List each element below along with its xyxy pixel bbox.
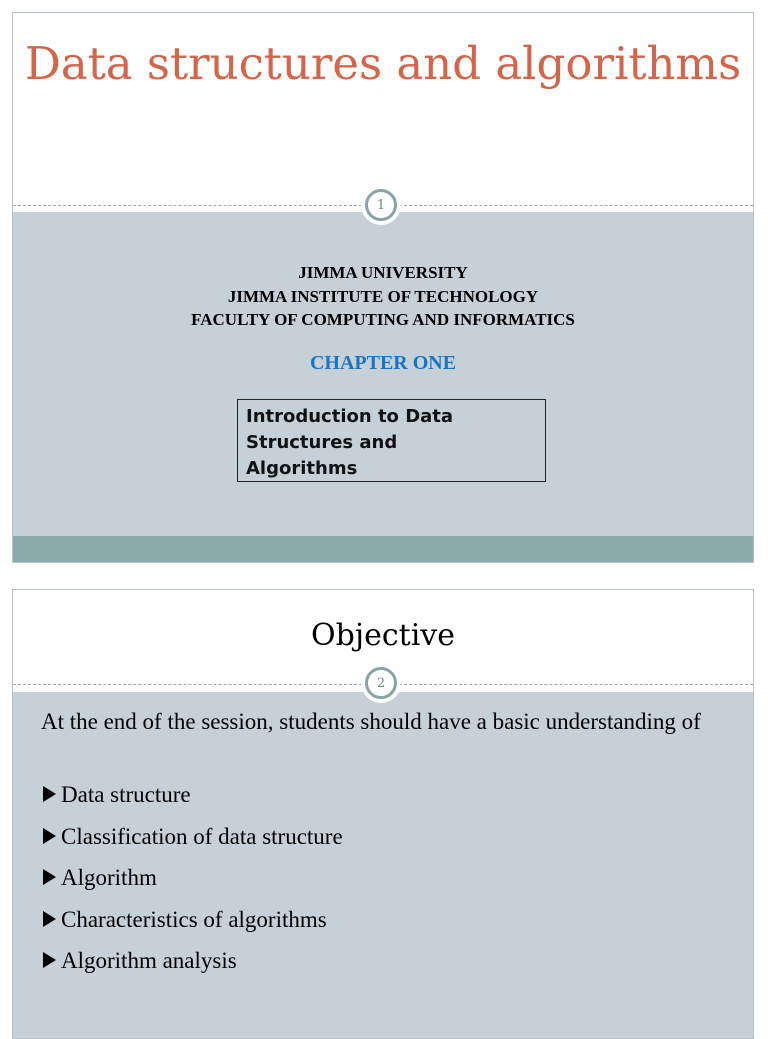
list-item (43, 863, 343, 905)
list-item-text: Algorithm (61, 865, 157, 890)
slide-number-badge: 2 (365, 667, 397, 699)
list-item (43, 905, 343, 947)
chapter-title-line: Structures and (246, 432, 398, 453)
list-item-text: Data structure (61, 782, 191, 807)
triangle-bullet-icon (43, 869, 56, 885)
list-item (43, 780, 343, 822)
list-item (43, 822, 343, 864)
triangle-bullet-icon (43, 828, 56, 844)
list-item-text: Algorithm analysis (61, 948, 237, 973)
chapter-label: CHAPTER ONE (309, 352, 457, 374)
slide-1-title: Data structures and algorithms (24, 37, 742, 90)
triangle-bullet-icon (43, 911, 56, 927)
list-item-text: Characteristics of algorithms (61, 906, 327, 932)
objective-lead-text: At the end of the session, students should have a basic understanding of (41, 709, 701, 734)
list-item (43, 946, 343, 988)
faculty-name: FACULTY OF COMPUTING AND INFORMATICS (191, 310, 575, 329)
slide-1-title-area (13, 13, 753, 206)
chapter-title-line: Algorithms (246, 458, 358, 479)
list-item-text: Classification of data structure (61, 823, 343, 849)
objective-list (43, 780, 343, 988)
triangle-bullet-icon (43, 786, 56, 802)
slide-2 (12, 589, 754, 1039)
slide-2-title: Objective (310, 618, 455, 653)
slide-1 (12, 12, 754, 563)
chapter-title-box (237, 399, 546, 482)
triangle-bullet-icon (43, 952, 56, 968)
university-name: JIMMA UNIVERSITY (298, 263, 468, 282)
slide-number-badge: 1 (365, 189, 397, 221)
slide-1-footer-bar (13, 536, 753, 562)
institute-name: JIMMA INSTITUTE OF TECHNOLOGY (227, 287, 539, 306)
chapter-title-line: Introduction to Data (246, 406, 454, 427)
